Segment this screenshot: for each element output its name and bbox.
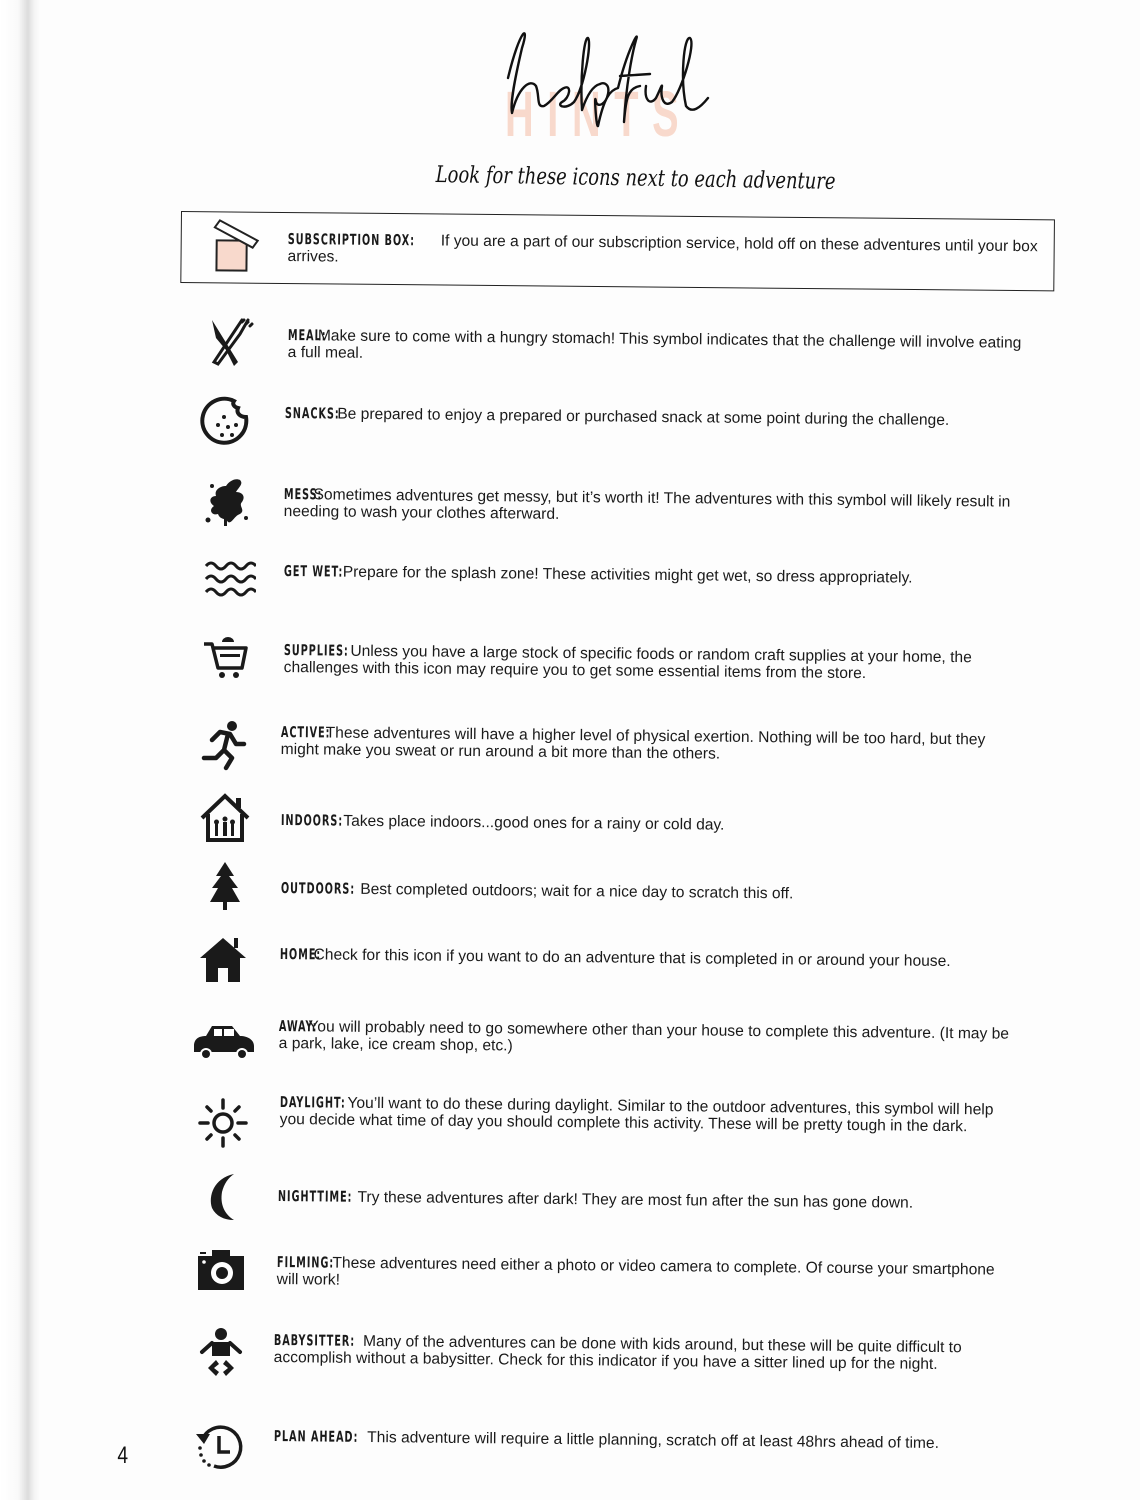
cookie-icon — [200, 395, 254, 449]
subscription-hint-text — [287, 231, 1047, 272]
helpful-script-title — [500, 18, 740, 128]
hint-label: SUBSCRIPTION BOX: — [287, 230, 416, 250]
moon-icon — [196, 1170, 250, 1224]
hint-description: These adventures need either a photo or video camera to complete. Of course your smartphone will work! — [276, 1254, 995, 1289]
page-spine-shadow — [0, 0, 40, 1500]
hint-label: MEAL: — [287, 326, 327, 345]
clock-history-icon — [192, 1420, 246, 1474]
hint-description: Try these adventures after dark! They are most fun after the sun has gone down. — [357, 1188, 914, 1212]
hints-title: HINTS — [505, 78, 693, 150]
hint-description: Unless you have a large stock of specific foods or random craft supplies at your home, the challenges with this icon may require you to get some essential items from the store. — [283, 642, 972, 683]
hint-label: DAYLIGHT: — [279, 1093, 346, 1112]
hint-description: Prepare for the splash zone! These activities might get wet, so dress appropriately. — [342, 563, 913, 587]
hint-label: HOME: — [279, 945, 322, 964]
home-icon — [196, 934, 250, 988]
hint-description: These adventures will have a higher level of physical exertion. Nothing will be too hard, but they might make you sweat or run around a bit more than the others. — [280, 724, 986, 763]
hint-description: You’ll want to do these during daylight. Similar to the outdoor adventures, this symbol will help you decide what time of day you should complete this activity. These will be pretty tough in the dark. — [279, 1094, 994, 1136]
car-icon — [190, 1012, 256, 1066]
pine-tree-icon — [198, 860, 252, 914]
subscription-box-callout — [180, 211, 1055, 291]
hint-description: Be prepared to enjoy a prepared or purchased snack at some point during the challenge. — [337, 405, 950, 429]
hint-description: Many of the adventures can be done with kids around, but these will be quite difficult to accomplish without a babysitter. Check for this indicator if you have a sitter lined up for the night. — [273, 1332, 962, 1373]
house-family-icon — [198, 792, 252, 846]
running-person-icon — [198, 718, 252, 772]
hint-label: BABYSITTER: — [273, 1331, 356, 1350]
waves-icon — [202, 552, 256, 606]
hint-description: Sometimes adventures get messy, but it’s worth it! The adventures with this symbol will likely result in needing to wash your clothes afterward. — [283, 486, 1011, 523]
hint-description: Check for this icon if you want to do an adventure that is completed in or around your house. — [313, 946, 951, 971]
hint-description: Best completed outdoors; wait for a nice day to scratch this off. — [360, 880, 794, 903]
hint-description: This adventure will require a little planning, scratch off at least 48hrs ahead of time. — [367, 1428, 940, 1452]
hint-label: FILMING: — [276, 1253, 335, 1272]
shopping-cart-icon — [200, 630, 254, 684]
hint-label: OUTDOORS: — [280, 879, 356, 898]
hint-label: AWAY: — [278, 1017, 318, 1036]
hint-label: GET WET: — [283, 562, 344, 581]
baby-icon — [194, 1326, 248, 1380]
hint-label: SUPPLIES: — [283, 641, 349, 660]
hint-label: MESS: — [283, 485, 323, 504]
hint-label: SNACKS: — [284, 404, 340, 423]
hint-description: If you are a part of our subscription service, hold off on these adventures until your box arrives. — [287, 232, 1038, 266]
page-number: 4 — [117, 1442, 129, 1469]
hint-description: Takes place indoors...good ones for a rainy or cold day. — [343, 812, 725, 834]
hint-label: PLAN AHEAD: — [273, 1427, 359, 1446]
hint-description: Make sure to come with a hungry stomach! This symbol indicates that the challenge will involve eating a full meal. — [287, 327, 1022, 362]
hint-label: INDOORS: — [280, 811, 344, 830]
sun-icon — [196, 1096, 250, 1150]
hint-label: NIGHTTIME: — [277, 1187, 353, 1206]
splat-icon — [200, 474, 254, 528]
subtitle: Look for these icons next to each adventure — [435, 162, 836, 195]
hint-description: You will probably need to go somewhere other than your house to complete this adventure. (It may be a park, lake, ice cream shop, etc.) — [278, 1018, 1010, 1055]
open-box-icon — [211, 218, 260, 274]
hint-label: ACTIVE: — [280, 723, 331, 742]
camera-icon — [194, 1244, 248, 1298]
fork-knife-icon — [202, 316, 256, 370]
